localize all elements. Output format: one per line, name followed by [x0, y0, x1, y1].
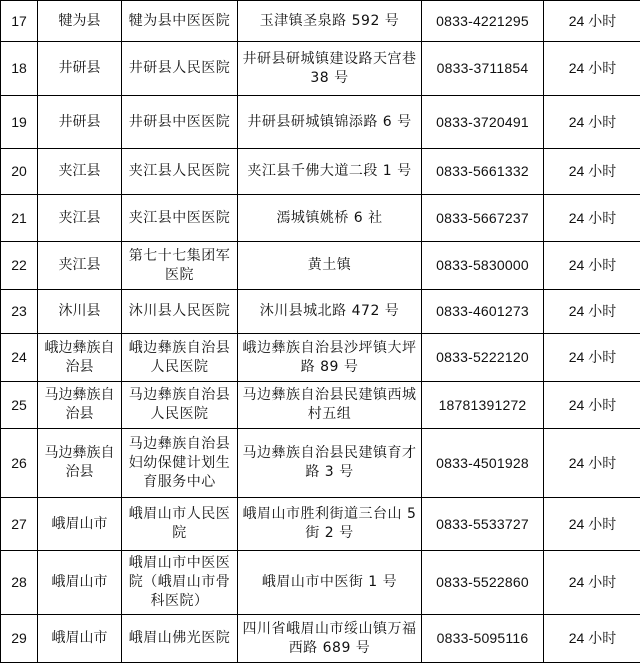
county-cell: 井研县 [38, 42, 122, 96]
hospital-cell: 峨边彝族自治县人民医院 [122, 334, 238, 382]
hours-cell: 24 小时 [544, 290, 640, 334]
address-cell: 峨眉山市中医街 1 号 [238, 551, 422, 615]
hours-cell: 24 小时 [544, 551, 640, 615]
county-cell: 夹江县 [38, 195, 122, 242]
hospital-cell: 夹江县中医医院 [122, 195, 238, 242]
hospital-cell: 峨眉山佛光医院 [122, 615, 238, 663]
address-cell: 玉津镇圣泉路 592 号 [238, 1, 422, 42]
hours-cell: 24 小时 [544, 96, 640, 149]
hours-cell: 24 小时 [544, 615, 640, 663]
table-row [1, 1, 640, 42]
county-cell: 峨眉山市 [38, 615, 122, 663]
row-number: 18 [1, 42, 38, 96]
hospital-cell: 犍为县中医医院 [122, 1, 238, 42]
table-row [1, 615, 640, 663]
address-cell: 峨眉山市胜利街道三台山 5 街 2 号 [238, 498, 422, 551]
address-cell: 沐川县城北路 472 号 [238, 290, 422, 334]
row-number: 19 [1, 96, 38, 149]
row-number: 23 [1, 290, 38, 334]
row-number: 17 [1, 1, 38, 42]
hospital-cell: 马边彝族自治县妇幼保健计划生育服务中心 [122, 429, 238, 498]
row-number: 27 [1, 498, 38, 551]
row-number: 22 [1, 242, 38, 290]
phone-cell: 0833-5667237 [422, 195, 544, 242]
address-cell: 夹江县千佛大道二段 1 号 [238, 149, 422, 195]
row-number: 29 [1, 615, 38, 663]
hospital-cell: 井研县人民医院 [122, 42, 238, 96]
phone-cell: 0833-5830000 [422, 242, 544, 290]
address-cell: 峨边彝族自治县沙坪镇大坪路 89 号 [238, 334, 422, 382]
row-number: 26 [1, 429, 38, 498]
address-cell: 马边彝族自治县民建镇育才路 3 号 [238, 429, 422, 498]
row-number: 20 [1, 149, 38, 195]
county-cell: 峨眉山市 [38, 551, 122, 615]
row-number: 28 [1, 551, 38, 615]
county-cell: 井研县 [38, 96, 122, 149]
phone-cell: 0833-5522860 [422, 551, 544, 615]
hours-cell: 24 小时 [544, 498, 640, 551]
table-row [1, 42, 640, 96]
county-cell: 峨边彝族自治县 [38, 334, 122, 382]
table-row [1, 290, 640, 334]
hospital-cell: 峨眉山市中医医院（峨眉山市骨科医院） [122, 551, 238, 615]
phone-cell: 0833-3711854 [422, 42, 544, 96]
table-row [1, 96, 640, 149]
hours-cell: 24 小时 [544, 242, 640, 290]
phone-cell: 0833-4601273 [422, 290, 544, 334]
county-cell: 沐川县 [38, 290, 122, 334]
table-row [1, 429, 640, 498]
phone-cell: 0833-5222120 [422, 334, 544, 382]
address-cell: 井研县研城镇锦添路 6 号 [238, 96, 422, 149]
row-number: 25 [1, 382, 38, 429]
phone-cell: 0833-5661332 [422, 149, 544, 195]
address-cell: 马边彝族自治县民建镇西城村五组 [238, 382, 422, 429]
hospital-cell: 马边彝族自治县人民医院 [122, 382, 238, 429]
county-cell: 犍为县 [38, 1, 122, 42]
phone-cell: 0833-5533727 [422, 498, 544, 551]
hours-cell: 24 小时 [544, 195, 640, 242]
table-row [1, 382, 640, 429]
hours-cell: 24 小时 [544, 429, 640, 498]
row-number: 24 [1, 334, 38, 382]
hospital-cell: 夹江县人民医院 [122, 149, 238, 195]
table-row [1, 551, 640, 615]
table-row [1, 149, 640, 195]
address-cell: 四川省峨眉山市绥山镇万福西路 689 号 [238, 615, 422, 663]
phone-cell: 0833-5095116 [422, 615, 544, 663]
row-number: 21 [1, 195, 38, 242]
address-cell: 漹城镇姚桥 6 社 [238, 195, 422, 242]
table-row [1, 334, 640, 382]
phone-cell: 18781391272 [422, 382, 544, 429]
table-row [1, 498, 640, 551]
phone-cell: 0833-3720491 [422, 96, 544, 149]
hours-cell: 24 小时 [544, 42, 640, 96]
hospital-cell: 峨眉山市人民医院 [122, 498, 238, 551]
county-cell: 马边彝族自治县 [38, 382, 122, 429]
county-cell: 马边彝族自治县 [38, 429, 122, 498]
hospital-cell: 沐川县人民医院 [122, 290, 238, 334]
phone-cell: 0833-4501928 [422, 429, 544, 498]
hours-cell: 24 小时 [544, 1, 640, 42]
table-row [1, 242, 640, 290]
table-row [1, 195, 640, 242]
county-cell: 夹江县 [38, 149, 122, 195]
phone-cell: 0833-4221295 [422, 1, 544, 42]
hours-cell: 24 小时 [544, 382, 640, 429]
county-cell: 夹江县 [38, 242, 122, 290]
address-cell: 井研县研城镇建设路天宫巷 38 号 [238, 42, 422, 96]
hours-cell: 24 小时 [544, 334, 640, 382]
hospital-cell: 第七十七集团军医院 [122, 242, 238, 290]
hours-cell: 24 小时 [544, 149, 640, 195]
hospital-cell: 井研县中医医院 [122, 96, 238, 149]
address-cell: 黄土镇 [238, 242, 422, 290]
county-cell: 峨眉山市 [38, 498, 122, 551]
